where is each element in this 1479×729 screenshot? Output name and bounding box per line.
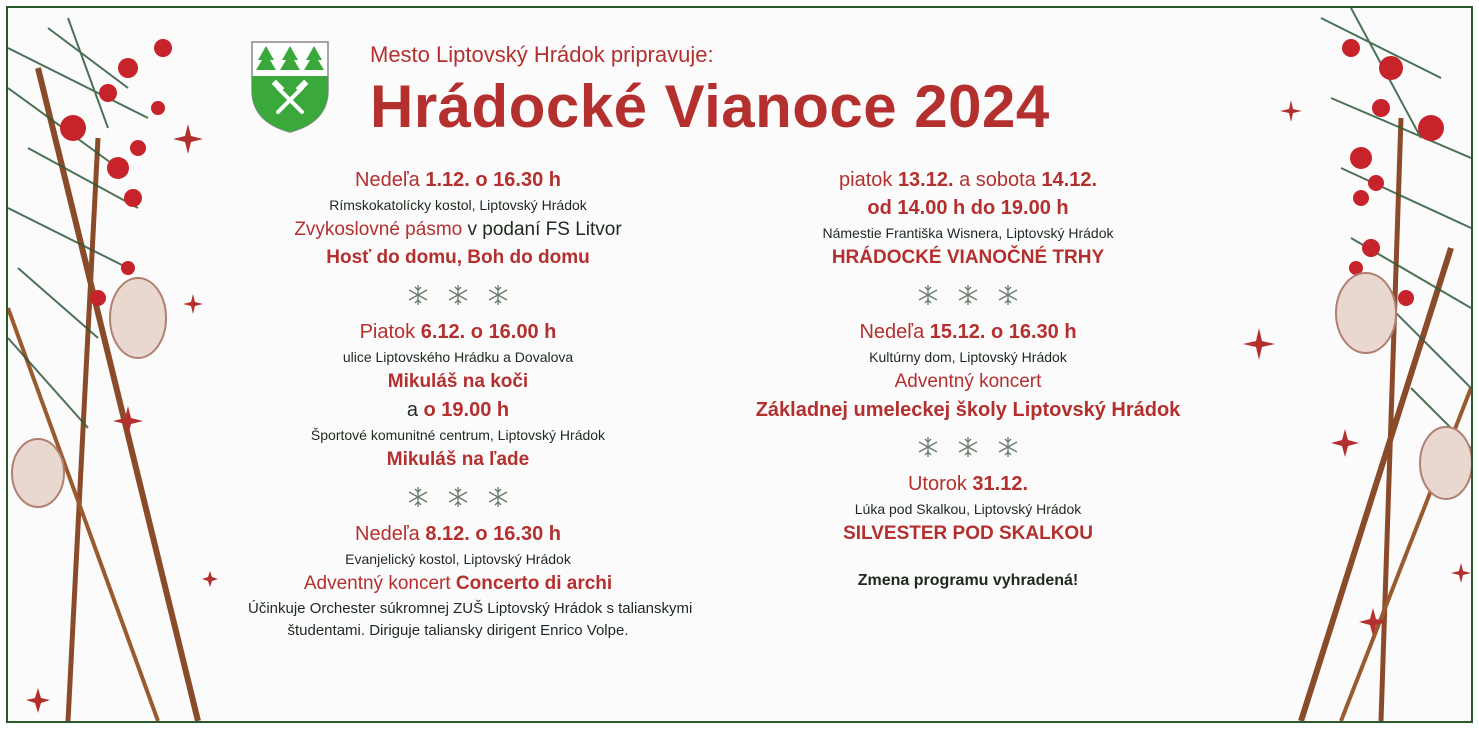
snowflake-icon [917, 284, 939, 306]
event-title-part: Concerto di archi [455, 573, 613, 594]
poster-frame [6, 6, 1473, 723]
snowflake-divider [708, 436, 1228, 460]
snowflake-icon [487, 486, 509, 508]
date-prefix: a sobota [953, 169, 1042, 191]
event-title-part: Zvykoslovné pásmo [294, 219, 463, 240]
event-place: Lúka pod Skalkou, Liptovský Hrádok [854, 501, 1082, 517]
page-title: Hrádocké Vianoce 2024 [370, 73, 1050, 140]
date-value: 31.12. [972, 473, 1029, 495]
snowflake-icon [957, 284, 979, 306]
date-prefix: Piatok [359, 321, 421, 343]
time-value: o 19.00 h [423, 399, 510, 421]
event-date [708, 318, 1228, 346]
snowflake-icon [957, 436, 979, 458]
pretitle: Mesto Liptovský Hrádok pripravuje: [370, 42, 714, 67]
snowflake-icon [997, 436, 1019, 458]
snowflake-icon [407, 486, 429, 508]
snowflake-icon [487, 284, 509, 306]
snowflake-divider [248, 284, 668, 308]
event-time: od 14.00 h do 19.00 h [867, 197, 1069, 219]
event-date [708, 470, 1228, 498]
date-value: 13.12. [897, 169, 954, 191]
date-value: 14.12. [1041, 169, 1097, 191]
snowflake-icon [447, 486, 469, 508]
pine-branch-right-decoration [1241, 8, 1471, 721]
event-place: Rímskokatolícky kostol, Liptovský Hrádok [329, 197, 587, 213]
event-title: Adventný koncert [894, 371, 1042, 392]
event-place: Športové komunitné centrum, Liptovský Hrádok [310, 427, 606, 443]
date-prefix: Nedeľa [355, 523, 426, 545]
event-title: Mikuláš na ľade [386, 449, 530, 470]
date-value: 8.12. o 16.30 h [425, 523, 561, 545]
event-date [248, 520, 668, 548]
snowflake-icon [997, 284, 1019, 306]
program-notice: Zmena programu vyhradená! [857, 572, 1079, 589]
event-title: Mikuláš na koči [387, 371, 529, 392]
pine-cone-icon [110, 278, 166, 358]
event-date [708, 166, 1228, 194]
event-time [248, 396, 668, 424]
event-place: Námestie Františka Wisnera, Liptovský Hrádok [822, 225, 1114, 241]
snowflake-icon [917, 436, 939, 458]
event-title [248, 216, 668, 244]
event-place: ulice Liptovského Hrádku a Dovalova [342, 349, 574, 365]
date-value: 15.12. o 16.30 h [929, 321, 1077, 343]
pine-branch-left-decoration [8, 8, 238, 721]
date-value: 1.12. o 16.30 h [425, 169, 561, 191]
event-title: SILVESTER POD SKALKOU [843, 523, 1093, 544]
event-place: Kultúrny dom, Liptovský Hrádok [869, 349, 1067, 365]
event-note: študentami. Diriguje taliansky dirigent Enrico Volpe. [287, 622, 629, 639]
event-note: Účinkuje Orchester súkromnej ZUŠ Liptovský Hrádok s talianskymi [248, 600, 693, 617]
snowflake-icon [407, 284, 429, 306]
event-date [248, 166, 668, 194]
event-title: HRÁDOCKÉ VIANOČNÉ TRHY [831, 247, 1105, 268]
event-place: Evanjelický kostol, Liptovský Hrádok [345, 551, 571, 567]
event-title [248, 570, 668, 598]
event-subtitle: Základnej umeleckej školy Liptovský Hrádok [755, 399, 1181, 421]
left-column [248, 166, 693, 642]
snowflake-icon [447, 284, 469, 306]
event-subtitle: Hosť do domu, Boh do domu [326, 247, 590, 268]
date-prefix: Utorok [907, 473, 973, 495]
event-title-part: v podaní FS Litvor [462, 219, 622, 240]
event-title-part: Adventný koncert [303, 573, 456, 594]
date-prefix: Nedeľa [355, 169, 426, 191]
town-crest-icon [250, 40, 330, 134]
event-date [248, 318, 668, 346]
right-column [708, 166, 1228, 590]
time-prefix: a [406, 399, 424, 421]
snowflake-divider [708, 284, 1228, 308]
date-prefix: piatok [839, 169, 898, 191]
date-prefix: Nedeľa [859, 321, 930, 343]
snowflake-divider [248, 486, 668, 510]
date-value: 6.12. o 16.00 h [420, 321, 557, 343]
